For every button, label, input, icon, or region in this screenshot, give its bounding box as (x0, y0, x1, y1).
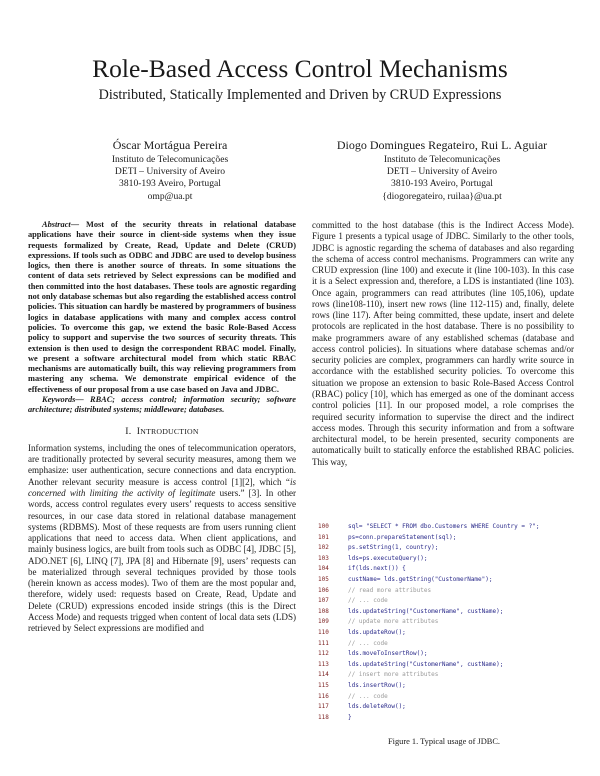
abstract-text: Most of the security threats in relational database applications have their source in client-side systems when they issue requests formalized by Create, Read, Update and Delete (CRUD) expressions. If tools such as ODBC and JDBC are used to develop business logics, then there is another source of threats. In some situations the content of data sets retrieved by Select expressions can be modified and then committed into the host databases. These tools are agnostic regarding not only database schemas but also regarding the established access control policies. This situation can hardly be mastered by programmers of business logics in database applications with many and complex access control policies. To overcome this gap, we extend the basic Role-Based Access policy to support and supervise the two sources of security threats. This extension is then used to design the correspondent RBAC model. Finally, we present a software architectural model from which static RBAC mechanisms are automatically built, this way relieving programmers from mastering any schema. We demonstrate empirical evidence of the effectiveness of our proposal from a use case based on Java and JDBC. (28, 220, 296, 394)
code-line-text: // ... code (348, 639, 388, 647)
code-line-text: lds.updateString("CustomerName", custName); (348, 660, 504, 668)
abstract-label: Abstract— (42, 220, 80, 229)
keywords-label: Keywords— (42, 395, 84, 405)
intro-text-part1: Information systems, including the ones of telecommunication operators, are traditionally protected by several security measures, among them we emphasize: user authentication, secure connections and data encryption. Another relevant security measure is access control [1][2], which “ (28, 442, 296, 487)
code-line-text: lds.updateRow(); (348, 629, 406, 636)
code-line (318, 639, 570, 648)
code-line-text: lds.updateString("CustomerName", custName); (348, 607, 504, 615)
code-line-number: 104 (318, 565, 329, 573)
code-line-number: 101 (318, 533, 329, 541)
code-line (318, 670, 570, 679)
intro-quote: is concerned with limiting the activity of legitimate (28, 476, 296, 498)
code-line-number: 108 (318, 607, 329, 615)
code-line-text: lds.deleteRow(); (348, 703, 406, 711)
code-line (318, 543, 570, 552)
code-line-text: // read more attributes (348, 586, 432, 594)
code-line-text: sql= "SELECT * FROM dbo.Customers WHERE Country = ?"; (348, 523, 540, 530)
code-line-text: // ... code (348, 597, 388, 605)
code-line (318, 575, 570, 584)
author-department: DETI – University of Aveiro (114, 166, 226, 178)
code-line (318, 681, 570, 690)
code-line (318, 660, 570, 669)
code-line-number: 115 (318, 682, 329, 689)
code-line-text: lds=ps.executeQuery(); (348, 554, 428, 562)
code-line (318, 586, 570, 595)
code-line-text: // update more attributes (348, 618, 439, 626)
keywords (28, 395, 296, 416)
code-line-text: custName= lds.getString("CustomerName"); (348, 576, 493, 583)
code-line (318, 628, 570, 637)
code-line (318, 564, 570, 573)
author-address: 3810-193 Aveiro, Portugal (391, 178, 493, 190)
section-heading (28, 426, 296, 437)
author-affiliation: Instituto de Telecomunicações (383, 154, 501, 165)
code-line-number: 103 (318, 554, 329, 562)
code-line-number: 105 (318, 576, 329, 583)
code-line-text: // insert more attributes (348, 671, 439, 679)
code-line-number: 118 (318, 713, 329, 721)
code-line (318, 554, 570, 563)
code-listing (318, 522, 570, 727)
abstract (28, 220, 296, 395)
author-email: {diogoregateiro, ruilaa}@ua.pt (382, 190, 502, 202)
code-line (318, 533, 570, 542)
code-line-number: 102 (318, 544, 329, 552)
code-line (318, 617, 570, 626)
intro-text-part2: users.” [3]. In other words, access control regulates every users’ requests to access sensitive resources, in our case data stored in relational database management systems (RDBMS). Most of these requests are from users running client applications that need to access data. When client applications, and mainly business logics, are built from tools such as ODBC [4], JDBC [5], ADO.NET [6], LINQ [7], JPA [8] and Hibernate [9], users’ requests can be materialized through several techniques provided by those tools (herein known as access modes). Two of them are the most popular and, therefore, widely used: requests based on Create, Read, Update and Delete (CRUD) expressions encoded inside strings (this is the Direct Access Mode) and requests trigged when content of local data sets (LDS) retrieved by Select expressions are modified and (28, 487, 296, 634)
code-line-number: 116 (318, 692, 329, 700)
code-line-number: 114 (318, 671, 329, 679)
author-affiliation: Instituto de Telecomunicações (111, 154, 229, 165)
code-line-number: 111 (318, 639, 329, 647)
code-line-text: ps=conn.prepareStatement(sql); (348, 533, 457, 541)
figure-caption: Figure 1. Typical usage of JDBC. (387, 737, 501, 746)
right-column (312, 220, 574, 468)
code-line-text: if(lds.next()) { (348, 565, 406, 573)
keywords-text: RBAC; access control; information security; software architecture; distributed systems; middleware; databases. (28, 395, 296, 415)
code-line-number: 117 (318, 703, 329, 711)
intro-paragraph-left (28, 443, 296, 635)
author-block-1 (60, 138, 280, 203)
code-line-number: 112 (318, 650, 329, 658)
author-block-2 (312, 138, 572, 203)
code-line-number: 106 (318, 586, 329, 594)
section-title-rest: NTRODUCTION (140, 426, 199, 436)
code-line (318, 692, 570, 701)
code-line-text: lds.moveToInsertRow(); (348, 650, 428, 658)
intro-paragraph-right: committed to the host database (this is the Indirect Access Mode). Figure 1 presents a typical usage of JDBC. Similarly to the other tools, JDBC is agnostic regarding the schema of databases and also regarding the schema of access control mechanisms. Programmers can write any CRUD expression (line 100) and execute it (line 100-103). In this case it is a Select expression and, therefore, a LDS is instantiated (line 103). Once again, programmers can read attributes (line 105,106), update rows (line108-110), insert new rows (line 112-115) and, finally, delete rows (line 117). After being committed, these update, insert and delete protocols are replicated in the host database. There is no possibility to make programmers aware of any established schemas (database and access control policies). In situations where database schemas and/or security policies are complex, programmers can hardly write source in accordance with the established security policies. To overcome this situation we propose an extension to basic Role-Based Access Control (RBAC) policy [10], which has emerged as one of the dominant access control policies [11]. In our proposed model, a role comprises the required security information to supervise the direct and the indirect access modes. Through this security information and from a software architectural model, to be herein presented, security components are automatically built to statically enforce the established RBAC policies. This way, (312, 220, 574, 467)
code-line-number: 109 (318, 618, 329, 626)
code-line-text: lds.insertRow(); (348, 682, 406, 689)
author-department: DETI – University of Aveiro (386, 166, 498, 178)
code-line-text: } (348, 713, 352, 721)
left-column (28, 220, 296, 634)
code-line (318, 522, 570, 531)
code-line (318, 649, 570, 658)
paper-subtitle: Distributed, Statically Implemented and Driven by CRUD Expressions (98, 87, 502, 103)
code-line-number: 113 (318, 660, 329, 668)
author-name: Óscar Mortágua Pereira (112, 138, 228, 152)
code-line (318, 596, 570, 605)
author-name: Diogo Domingues Regateiro, Rui L. Aguiar (336, 138, 548, 152)
author-email: omp@ua.pt (147, 190, 193, 202)
code-line (318, 702, 570, 711)
paper-title: Role-Based Access Control Mechanisms (92, 54, 508, 83)
code-line-number: 110 (318, 629, 329, 636)
code-line-text: ps.setString(1, country); (348, 544, 439, 552)
code-line-number: 100 (318, 523, 329, 530)
author-address: 3810-193 Aveiro, Portugal (119, 178, 221, 190)
code-line-number: 107 (318, 597, 329, 605)
code-line-text: // ... code (348, 692, 388, 700)
code-line (318, 607, 570, 616)
section-number: I. (125, 425, 132, 437)
code-line (318, 713, 570, 722)
section-title-first: I (136, 425, 141, 437)
